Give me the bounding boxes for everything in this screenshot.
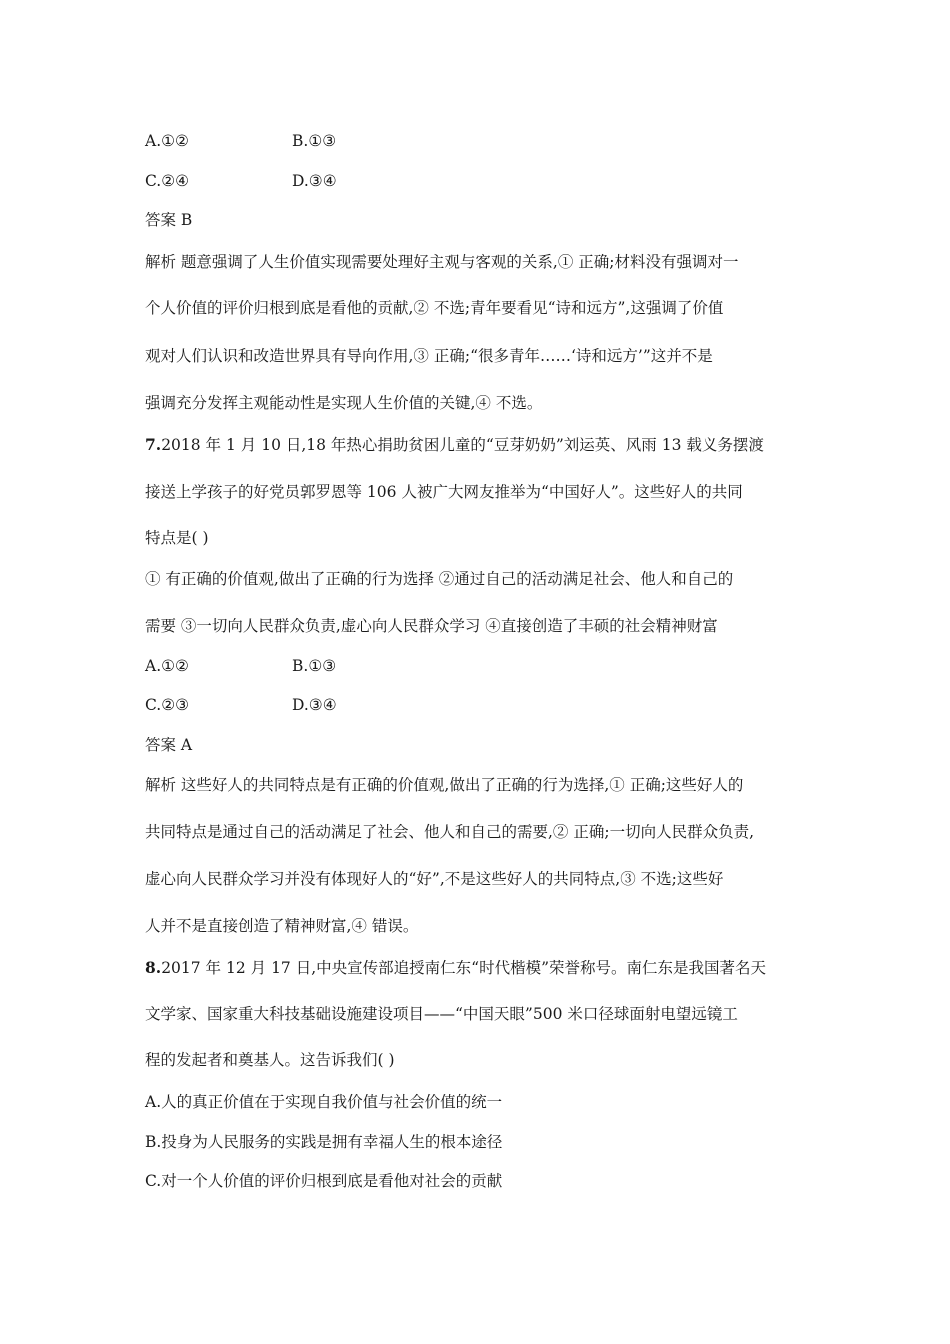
q7-statement-line: ① 有正确的价值观,做出了正确的行为选择 ②通过自己的活动满足社会、他人和自己的 [145, 570, 734, 588]
q7-answer: 答案 A [145, 736, 193, 754]
q8-stem-line [145, 958, 766, 978]
q6-analysis-line: 强调充分发挥主观能动性是实现人生价值的关键,④ 不选。 [145, 394, 543, 412]
q6-analysis-line: 观对人们认识和改造世界具有导向作用,③ 正确;“很多青年……‘诗和远方’”这并不是 [145, 347, 713, 365]
q6-analysis-line: 个人价值的评价归根到底是看他的贡献,② 不选;青年要看见“诗和远方”,这强调了价值 [145, 299, 724, 317]
q8-stem-line: 程的发起者和奠基人。这告诉我们( ) [145, 1051, 395, 1069]
q7-stem-line: 接送上学孩子的好党员郭罗恩等 106 人被广大网友推举为“中国好人”。这些好人的共同 [145, 483, 743, 501]
q6-option-b: B.①③ [292, 132, 337, 150]
q8-stem-line: 文学家、国家重大科技基础设施建设项目——“中国天眼”500 米口径球面射电望远镜工 [145, 1005, 738, 1023]
q7-analysis-line: 虚心向人民群众学习并没有体现好人的“好”,不是这些好人的共同特点,③ 不选;这些好 [145, 870, 724, 888]
q7-analysis-line: 共同特点是通过自己的活动满足了社会、他人和自己的需要,② 正确;一切向人民群众负责, [145, 823, 755, 841]
q8-stem-text: 2017 年 12 月 17 日,中央宣传部追授南仁东“时代楷模”荣誉称号。南仁东是我国著名天 [161, 959, 766, 977]
q8-option-b: B.投身为人民服务的实践是拥有幸福人生的根本途径 [145, 1133, 503, 1151]
q7-stem-text: 2018 年 1 月 10 日,18 年热心捐助贫困儿童的“豆芽奶奶”刘运英、风雨 13 载义务摆渡 [161, 436, 764, 454]
q7-stem-line [145, 435, 764, 455]
q8-option-c: C.对一个人价值的评价归根到底是看他对社会的贡献 [145, 1172, 503, 1190]
q8-number: 8. [145, 958, 162, 977]
q7-option-d: D.③④ [292, 696, 337, 714]
q6-answer: 答案 B [145, 211, 193, 229]
q6-option-d: D.③④ [292, 172, 337, 190]
q7-statement-line: 需要 ③一切向人民群众负责,虚心向人民群众学习 ④直接创造了丰硕的社会精神财富 [145, 617, 718, 635]
q7-number: 7. [145, 435, 162, 454]
q7-stem-line: 特点是( ) [145, 529, 209, 547]
q7-analysis-line: 人并不是直接创造了精神财富,④ 错误。 [145, 917, 419, 935]
q7-option-c: C.②③ [145, 696, 190, 714]
q7-analysis-line: 解析 这些好人的共同特点是有正确的价值观,做出了正确的行为选择,① 正确;这些好人的 [145, 776, 744, 794]
q8-option-a: A.人的真正价值在于实现自我价值与社会价值的统一 [145, 1093, 503, 1111]
q7-option-a: A.①② [145, 657, 189, 675]
q7-option-b: B.①③ [292, 657, 337, 675]
q6-option-c: C.②④ [145, 172, 190, 190]
q6-analysis-line: 解析 题意强调了人生价值实现需要处理好主观与客观的关系,① 正确;材料没有强调对一 [145, 253, 739, 271]
q6-option-a: A.①② [145, 132, 189, 150]
